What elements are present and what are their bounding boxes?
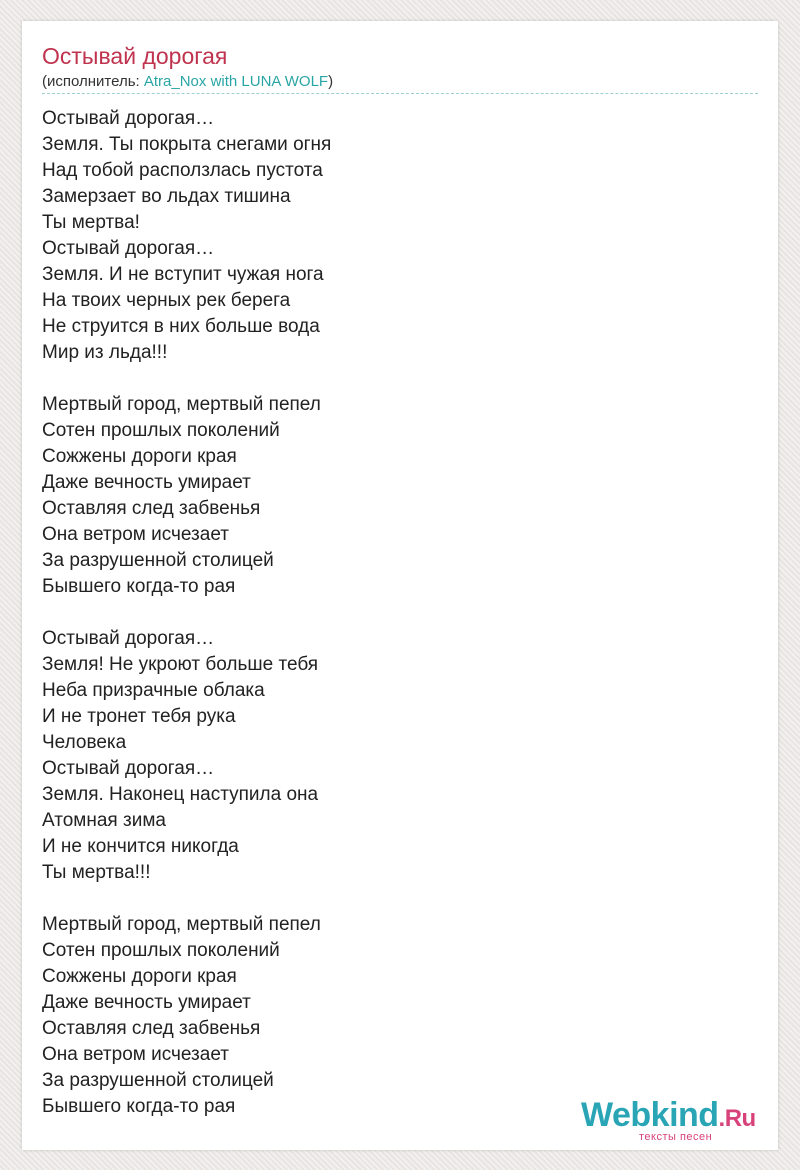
lyric-line: Не струится в них больше вода xyxy=(42,316,320,337)
lyric-line: Над тобой расползлась пустота xyxy=(42,160,323,181)
lyrics-body xyxy=(42,106,742,1120)
lyric-line: Оставляя след забвенья xyxy=(42,1018,261,1039)
lyric-line: Земля. И не вступит чужая нога xyxy=(42,264,324,285)
lyric-line: За разрушенной столицей xyxy=(42,1070,274,1091)
lyric-line: Земля! Не укроют больше тебя xyxy=(42,654,319,675)
lyric-line: Атомная зима xyxy=(42,810,166,831)
lyric-line: Мир из льда!!! xyxy=(42,342,168,363)
lyric-line: Мертвый город, мертвый пепел xyxy=(42,914,321,935)
lyric-line: Остывай дорогая… xyxy=(42,238,215,259)
logo-name: Webkind xyxy=(581,1096,719,1134)
artist-suffix: ) xyxy=(328,73,334,90)
lyric-line: Остывай дорогая… xyxy=(42,108,215,129)
lyric-line: Ты мертва! xyxy=(42,212,140,233)
lyric-line: И не кончится никогда xyxy=(42,836,239,857)
lyric-line: Даже вечность умирает xyxy=(42,472,251,493)
title-divider xyxy=(42,93,758,94)
lyric-line: Бывшего когда-то рая xyxy=(42,1096,236,1117)
lyric-line: Ты мертва!!! xyxy=(42,862,151,883)
lyric-line: За разрушенной столицей xyxy=(42,550,274,571)
lyric-line: Бывшего когда-то рая xyxy=(42,576,236,597)
lyric-line: Неба призрачные облака xyxy=(42,680,265,701)
lyric-line: Остывай дорогая… xyxy=(42,758,215,779)
lyric-line: Сотен прошлых поколений xyxy=(42,420,280,441)
lyric-line: Оставляя след забвенья xyxy=(42,498,261,519)
artist-prefix: (исполнитель: xyxy=(42,73,144,90)
lyrics-stanza xyxy=(42,626,742,886)
lyric-line: Она ветром исчезает xyxy=(42,1044,229,1065)
lyric-line: Сожжены дороги края xyxy=(42,966,237,987)
artist-line xyxy=(42,73,333,91)
lyric-line: Земля. Наконец наступила она xyxy=(42,784,319,805)
lyric-line: Остывай дорогая… xyxy=(42,628,215,649)
lyric-line: Она ветром исчезает xyxy=(42,524,229,545)
logo-tagline: тексты песен xyxy=(639,1131,713,1143)
lyric-line: Замерзает во льдах тишина xyxy=(42,186,291,207)
lyrics-card xyxy=(22,21,778,1150)
logo-tld: .Ru xyxy=(718,1105,756,1132)
lyrics-stanza xyxy=(42,912,742,1120)
lyric-line: Даже вечность умирает xyxy=(42,992,251,1013)
lyric-line: Земля. Ты покрыта снегами огня xyxy=(42,134,332,155)
lyric-line: Сожжены дороги края xyxy=(42,446,237,467)
lyric-line: Человека xyxy=(42,732,127,753)
lyric-line: Мертвый город, мертвый пепел xyxy=(42,394,321,415)
artist-link[interactable]: Atra_Nox with LUNA WOLF xyxy=(143,73,329,90)
lyric-line: На твоих черных рек берега xyxy=(42,290,291,311)
lyrics-stanza xyxy=(42,392,742,600)
site-logo[interactable] xyxy=(581,1097,771,1145)
lyric-line: И не тронет тебя рука xyxy=(42,706,236,727)
lyrics-stanza xyxy=(42,106,742,366)
lyric-line: Сотен прошлых поколений xyxy=(42,940,280,961)
song-title: Остывай дорогая xyxy=(42,43,228,69)
